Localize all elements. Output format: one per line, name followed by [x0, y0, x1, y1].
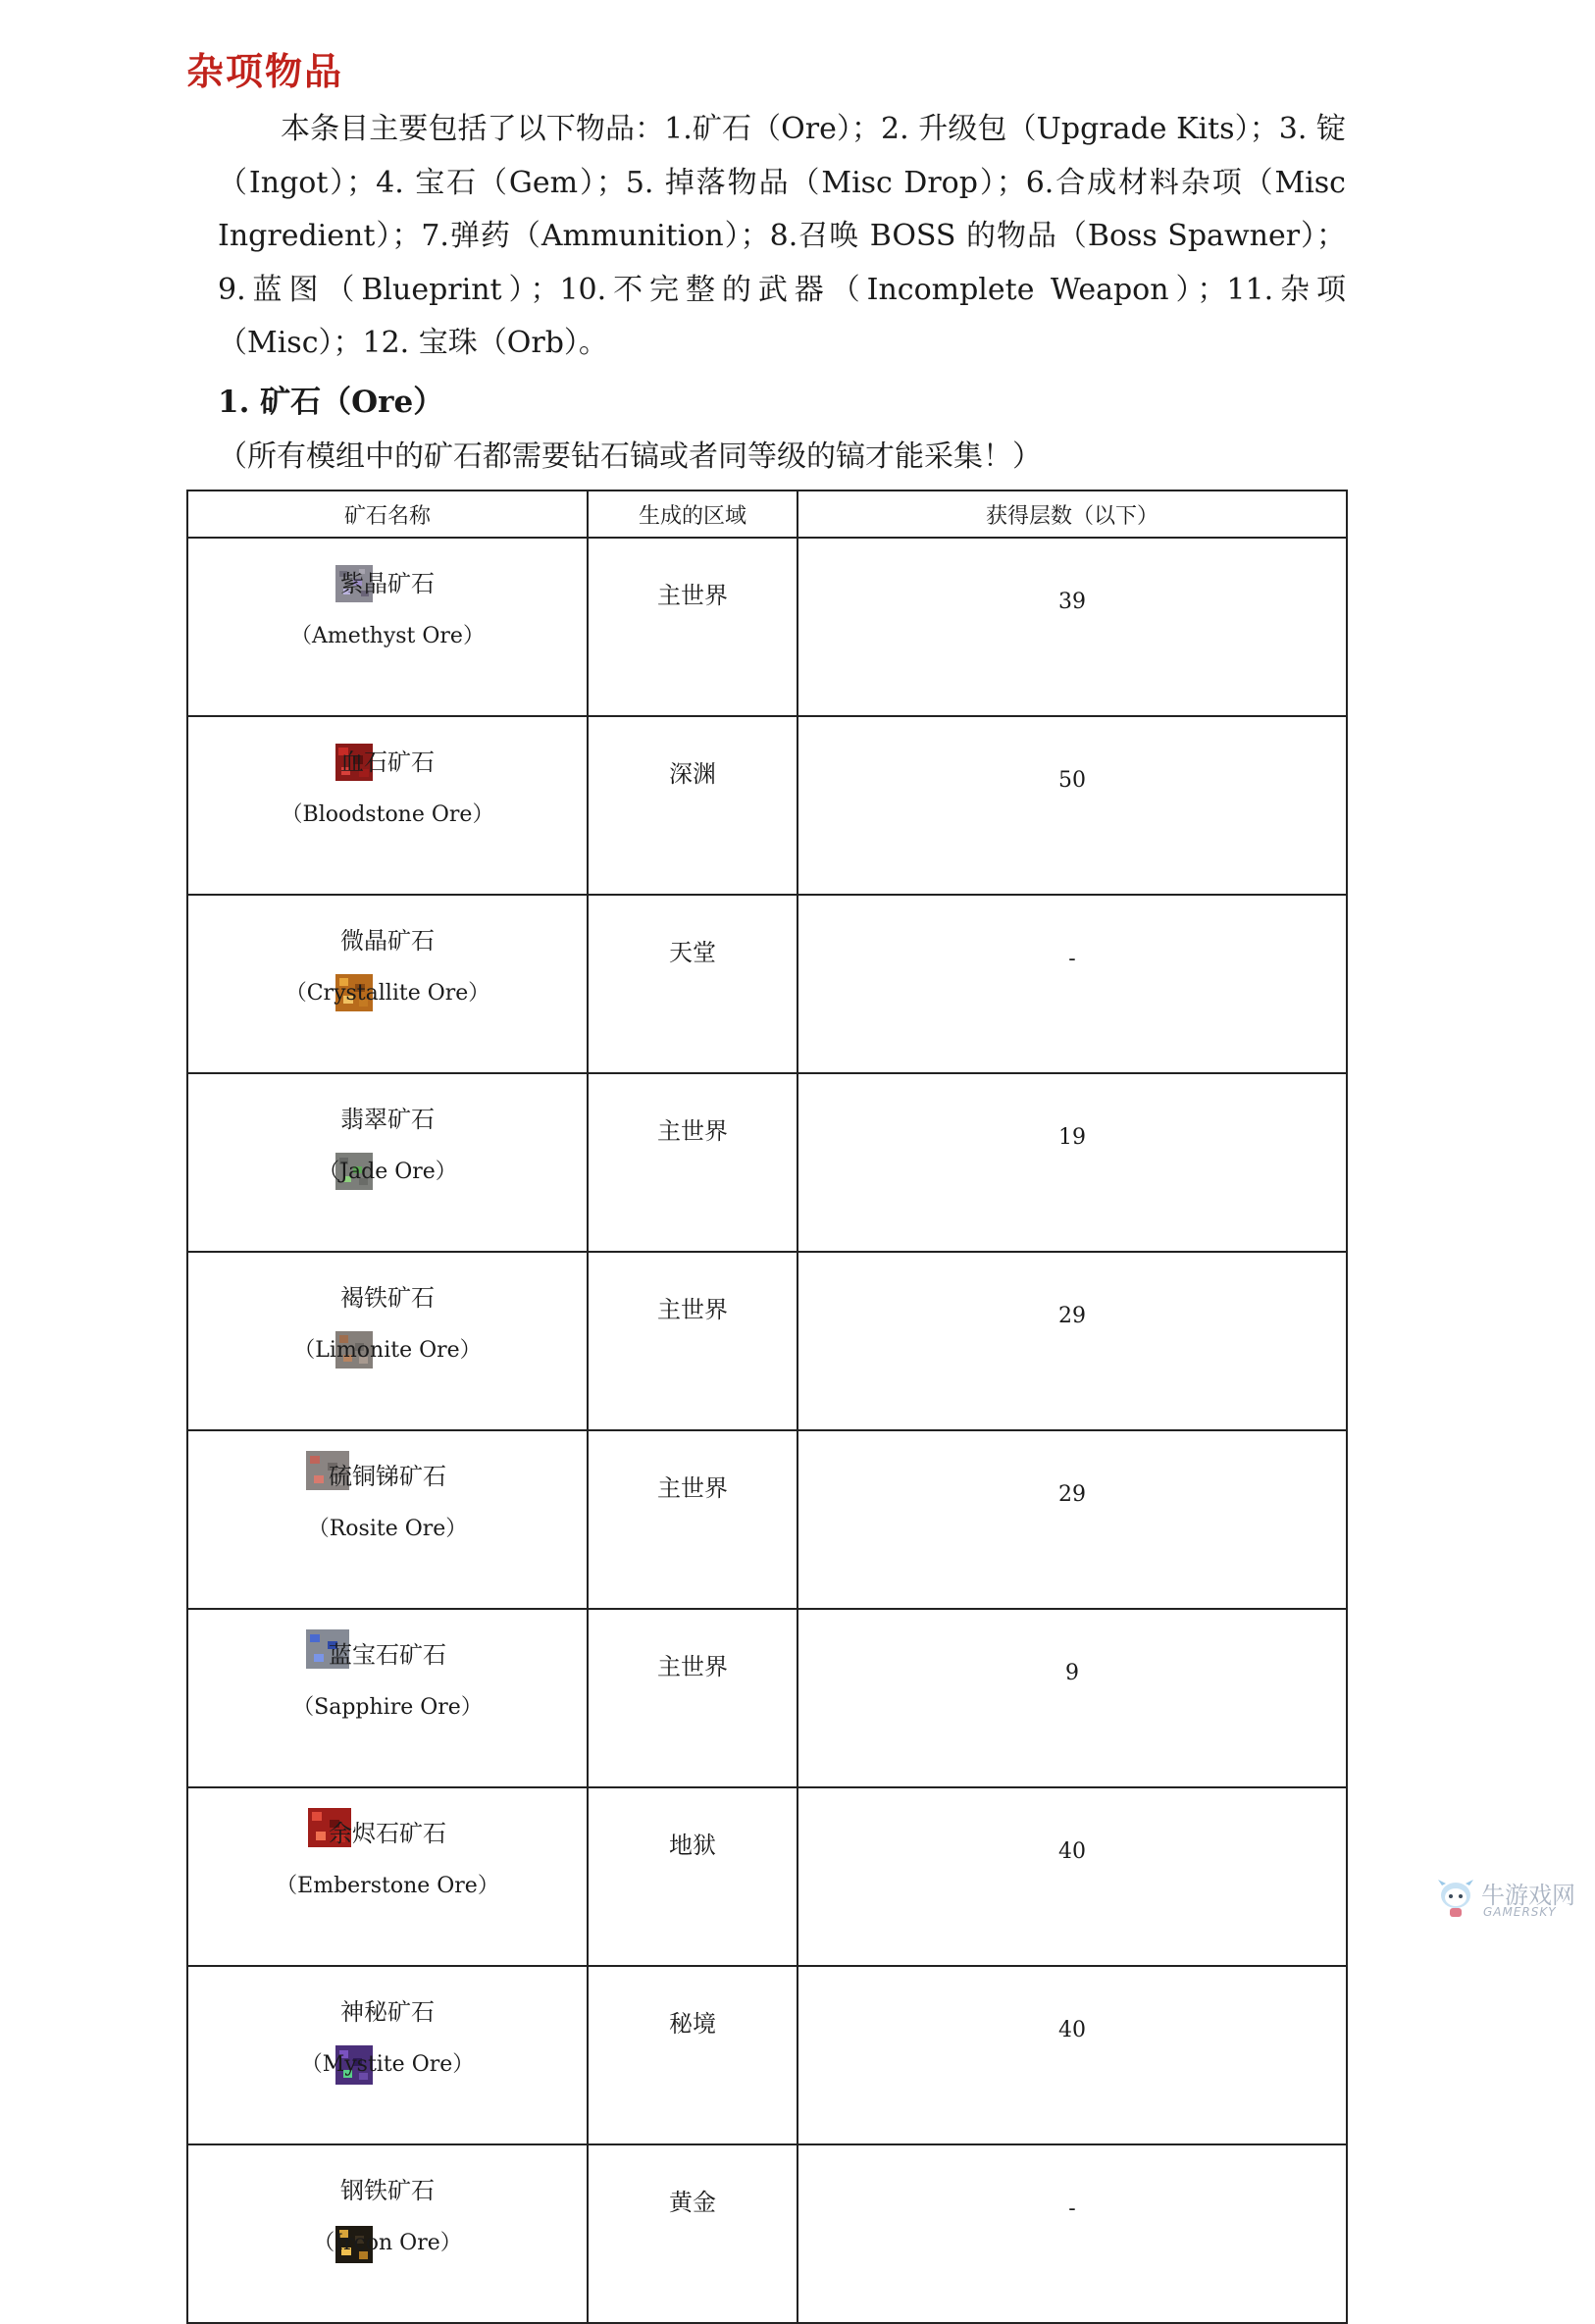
table-row — [187, 1787, 1347, 1966]
ore-name-zh: 蓝宝石矿石 — [329, 1641, 446, 1669]
page-title: 杂项物品 — [186, 50, 344, 93]
ore-depth: 19 — [798, 1073, 1347, 1252]
ore-name-cell — [187, 1430, 588, 1609]
ore-name-en: （Rosite Ore） — [307, 1517, 468, 1541]
table-row — [187, 1609, 1347, 1787]
ore-name-en: （Jade Ore） — [318, 1160, 457, 1184]
table-row — [187, 538, 1347, 716]
table-header-row — [187, 491, 1347, 538]
ore-name-en: （Crystallite Ore） — [284, 981, 490, 1006]
ore-name-cell — [187, 1252, 588, 1430]
table-row — [187, 2144, 1347, 2323]
ore-name-en: （Ircon Ore） — [313, 2231, 462, 2255]
ore-region: 深渊 — [588, 716, 798, 895]
ore-name-cell — [187, 538, 588, 716]
ore-depth: - — [798, 2144, 1347, 2323]
table-row — [187, 1430, 1347, 1609]
section-heading: 1. 矿石（Ore） — [218, 385, 444, 420]
ore-name-cell — [187, 716, 588, 895]
watermark-text-en: GAMERSKY — [1483, 1905, 1557, 1919]
ore-name-zh: 钢铁矿石 — [340, 2177, 435, 2204]
ore-depth: 40 — [798, 1966, 1347, 2144]
ore-name-zh: 褐铁矿石 — [340, 1284, 435, 1312]
ore-name-en: （Mystite Ore） — [300, 2052, 475, 2077]
ore-name-cell — [187, 1609, 588, 1787]
ore-name-zh: 神秘矿石 — [340, 1998, 435, 2026]
ore-name-zh: 微晶矿石 — [340, 927, 435, 955]
table-row — [187, 716, 1347, 895]
ore-depth: 29 — [798, 1430, 1347, 1609]
ore-region: 天堂 — [588, 895, 798, 1073]
header-depth: 获得层数（以下） — [798, 491, 1347, 538]
ore-region: 主世界 — [588, 538, 798, 716]
site-watermark — [1436, 1876, 1583, 1923]
watermark-text-cn: 牛游戏网 — [1481, 1882, 1575, 1909]
ore-name-zh: 翡翠矿石 — [340, 1106, 435, 1133]
header-ore-name: 矿石名称 — [187, 491, 588, 538]
ore-name-cell — [187, 2144, 588, 2323]
ore-depth: 9 — [798, 1609, 1347, 1787]
ore-name-cell — [187, 895, 588, 1073]
ore-name-en: （Bloodstone Ore） — [281, 802, 494, 827]
header-region: 生成的区域 — [588, 491, 798, 538]
ore-name-en: （Limonite Ore） — [293, 1338, 482, 1363]
mining-note: （所有模组中的矿石都需要钻石镐或者同等级的镐才能采集！） — [218, 439, 1042, 474]
ore-name-cell — [187, 1073, 588, 1252]
ore-depth: 50 — [798, 716, 1347, 895]
ore-region: 主世界 — [588, 1252, 798, 1430]
mascot-logo-icon — [1436, 1878, 1475, 1921]
table-row — [187, 895, 1347, 1073]
ore-name-en: （Emberstone Ore） — [276, 1874, 499, 1898]
ore-region: 主世界 — [588, 1430, 798, 1609]
ore-name-cell — [187, 1787, 588, 1966]
ore-name-en: （Amethyst Ore） — [290, 624, 485, 648]
table-row — [187, 1966, 1347, 2144]
ore-region: 秘境 — [588, 1966, 798, 2144]
ore-name-zh: 余烬石矿石 — [329, 1820, 446, 1847]
table-row — [187, 1252, 1347, 1430]
ore-depth: 40 — [798, 1787, 1347, 1966]
ore-name-en: （Sapphire Ore） — [292, 1695, 483, 1720]
intro-paragraph: 本条目主要包括了以下物品：1.矿石（Ore）；2. 升级包（Upgrade Kits）；3. 锭（Ingot）；4. 宝石（Gem）；5. 掉落物品（Misc Drop）；6.合成材料杂项（Misc Ingredient）；7.弹药（Ammunition）；8.召唤 BOSS 的物品（Boss Spawner）；9.蓝图（Blueprint）；10.不完整的武器（Incomplete Weapon）；11.杂项（Misc）；12. 宝珠（Orb）。 — [218, 112, 1346, 360]
ore-region: 地狱 — [588, 1787, 798, 1966]
ore-region: 主世界 — [588, 1073, 798, 1252]
ore-name-zh: 血石矿石 — [340, 749, 435, 776]
ore-name-cell — [187, 1966, 588, 2144]
ore-depth: 39 — [798, 538, 1347, 716]
ore-region: 主世界 — [588, 1609, 798, 1787]
ore-table — [186, 490, 1348, 2324]
ore-depth: 29 — [798, 1252, 1347, 1430]
ore-region: 黄金 — [588, 2144, 798, 2323]
ore-name-zh: 紫晶矿石 — [340, 570, 435, 597]
ore-name-zh: 硫铜锑矿石 — [329, 1463, 446, 1490]
table-row — [187, 1073, 1347, 1252]
ore-depth: - — [798, 895, 1347, 1073]
